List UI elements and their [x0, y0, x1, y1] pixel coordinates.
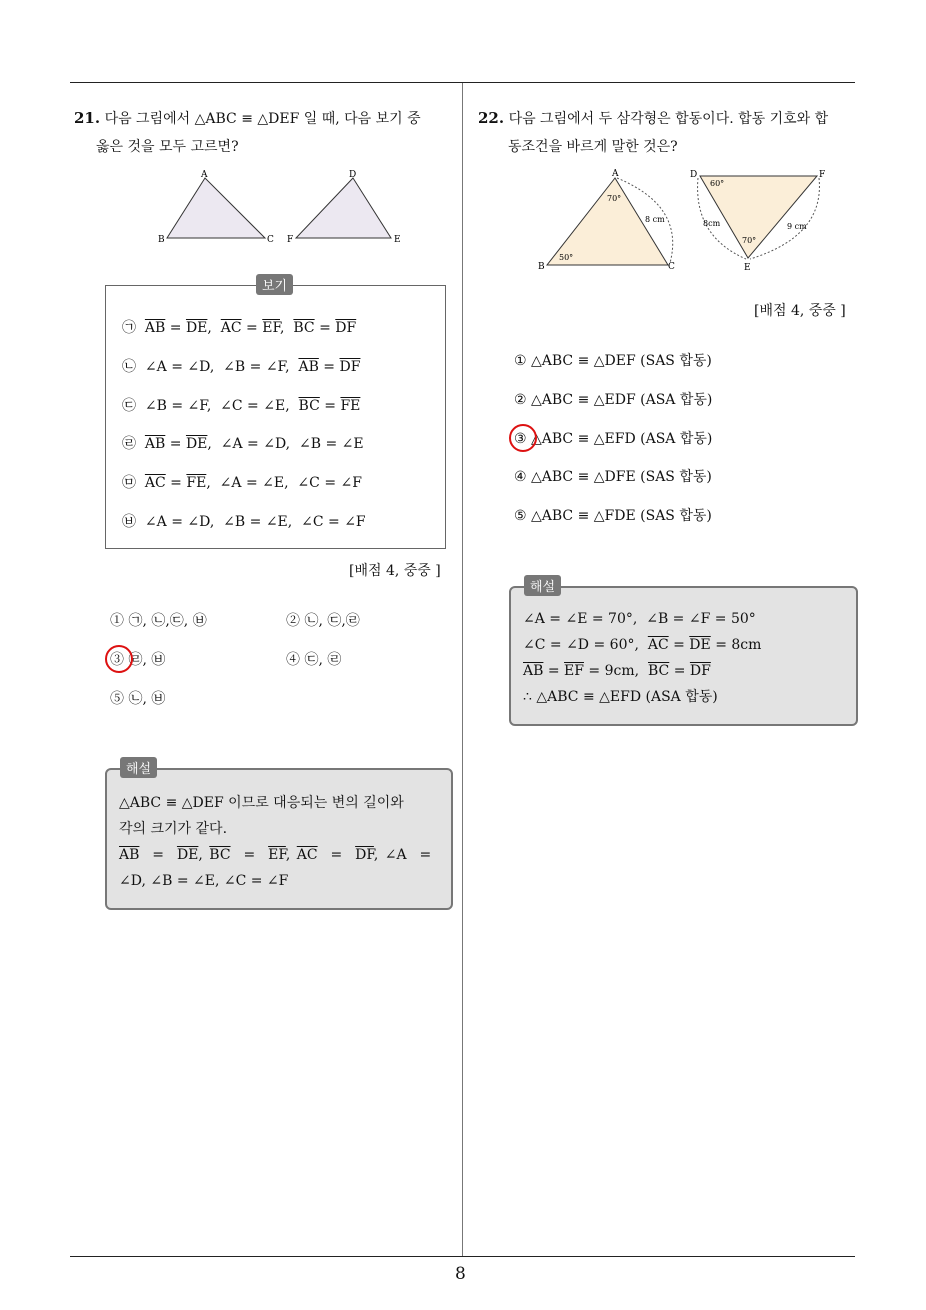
bogi-mark: ㉡: [122, 359, 136, 375]
answer-mark-circle: [509, 424, 537, 452]
bogi-mark: ㉤: [122, 475, 136, 491]
triangle-def: [296, 178, 391, 238]
choice-5[interactable]: ⑤ △ABC ≡ △FDE (SAS 합동): [514, 508, 712, 524]
vertex-label-e: E: [744, 263, 751, 273]
bogi-item: ㉤ $\overline{AC} = \overline{FE}$, ∠A = ∠E, ∠C = ∠F: [122, 475, 362, 491]
bogi-mark: ㉢: [122, 398, 136, 414]
vertex-label-f: F: [287, 235, 294, 245]
column-divider: [462, 83, 463, 1257]
vertex-label-b: B: [538, 262, 545, 272]
choice-4[interactable]: ④ △ABC ≡ △DFE (SAS 합동): [514, 469, 712, 485]
vertex-label-d: D: [690, 170, 698, 180]
solution-line: ∠A = ∠E = 70°, ∠B = ∠F = 50°: [523, 611, 756, 627]
vertex-label-b: B: [158, 235, 165, 245]
answer-mark-circle: [105, 645, 133, 673]
solution-line: 각의 크기가 같다.: [119, 821, 228, 837]
question-number: 22.: [478, 109, 505, 127]
question-22-stem: [478, 104, 863, 161]
choice-5[interactable]: ⑤ ㉡, ㉥: [110, 691, 166, 707]
score-label: [배점 4, 중중 ]: [349, 563, 441, 579]
choice-3[interactable]: ③ ㉣, ㉥: [110, 652, 166, 668]
score-label: [배점 4, 중중 ]: [754, 303, 846, 319]
angle-label-b: 50°: [559, 253, 574, 262]
question-21-stem: [74, 104, 459, 161]
question-text: 다음 그림에서 △ABC ≡ △DEF 일 때, 다음 보기 중: [104, 111, 421, 127]
choice-3[interactable]: ③ △ABC ≡ △EFD (ASA 합동): [514, 431, 713, 447]
choice-2[interactable]: ② △ABC ≡ △EDF (ASA 합동): [514, 392, 713, 408]
question-text: 옳은 것을 모두 고르면?: [96, 139, 239, 155]
figure-congruent-triangles: [150, 166, 410, 248]
question-text: 다음 그림에서 두 삼각형은 합동이다. 합동 기호와 합: [508, 111, 829, 127]
page-number: 8: [455, 1264, 466, 1284]
solution-line: $\overline{AB} = \overline{EF} = 9cm$, $\overline{BC} = \overline{DF}$: [523, 663, 711, 679]
vertex-label-c: C: [668, 262, 675, 272]
choice-2[interactable]: ② ㉡, ㉢,㉣: [286, 613, 360, 629]
choice-4[interactable]: ④ ㉢, ㉣: [286, 652, 342, 668]
choice-1[interactable]: ① △ABC ≡ △DEF (SAS 합동): [514, 353, 712, 369]
length-label-de: 8cm: [703, 219, 721, 228]
solution-line: △ABC ≡ △DEF 이므로 대응되는 변의 길이와: [119, 795, 404, 811]
triangle-def: [700, 176, 817, 258]
question-text: 동조건을 바르게 말한 것은?: [508, 139, 678, 155]
solution-box: [105, 768, 453, 910]
solution-line: ∴ △ABC ≡ △EFD (ASA 합동): [523, 689, 718, 705]
bogi-mark: ㉣: [122, 436, 136, 452]
solution-label: 해설: [524, 575, 561, 596]
vertex-label-d: D: [349, 170, 357, 180]
length-label-ac: 8 cm: [645, 215, 665, 224]
figure-triangles-with-angles: [535, 166, 835, 276]
length-label-ef: 9 cm: [787, 222, 807, 231]
angle-label-e: 70°: [742, 236, 757, 245]
bogi-mark: ㉠: [122, 320, 136, 336]
vertex-label-a: A: [612, 169, 619, 179]
vertex-label-a: A: [201, 170, 208, 180]
footer-rule: [70, 1256, 855, 1257]
bogi-label: 보기: [256, 274, 293, 295]
solution-line: ∠C = ∠D = 60°, $\overline{AC} = \overline{DE} = 8cm$: [523, 637, 762, 653]
solution-box: [509, 586, 858, 726]
vertex-label-e: E: [394, 235, 401, 245]
bogi-item: ㉡ ∠A = ∠D, ∠B = ∠F, $\overline{AB} = \overline{DF}$: [122, 359, 361, 375]
bogi-item: ㉣ $\overline{AB} = \overline{DE}$, ∠A = ∠D, ∠B = ∠E: [122, 436, 364, 452]
triangle-abc: [167, 178, 265, 238]
bogi-mark: ㉥: [122, 514, 136, 530]
angle-label-a: 70°: [607, 194, 622, 203]
vertex-label-f: F: [819, 170, 826, 180]
vertex-label-c: C: [267, 235, 274, 245]
bogi-item: ㉥ ∠A = ∠D, ∠B = ∠E, ∠C = ∠F: [122, 514, 366, 530]
bogi-item: ㉢ ∠B = ∠F, ∠C = ∠E, $\overline{BC} = \overline{FE}$: [122, 398, 361, 414]
solution-label: 해설: [120, 757, 157, 778]
bogi-item: ㉠ $\overline{AB} = \overline{DE}$, $\overline{AC} = \overline{EF}$, $\overline{BC} = \overline{DF}$: [122, 320, 357, 336]
solution-line: ∠D, ∠B = ∠E, ∠C = ∠F: [119, 873, 289, 889]
choice-1[interactable]: ① ㉠, ㉡,㉢, ㉥: [110, 613, 207, 629]
angle-label-d: 60°: [710, 179, 725, 188]
solution-line: $\overline{AB} = \overline{DE}$, $\overline{BC} = \overline{EF}$, $\overline{AC} = \overline{DF}$, ∠A =: [119, 847, 432, 863]
question-number: 21.: [74, 109, 101, 127]
